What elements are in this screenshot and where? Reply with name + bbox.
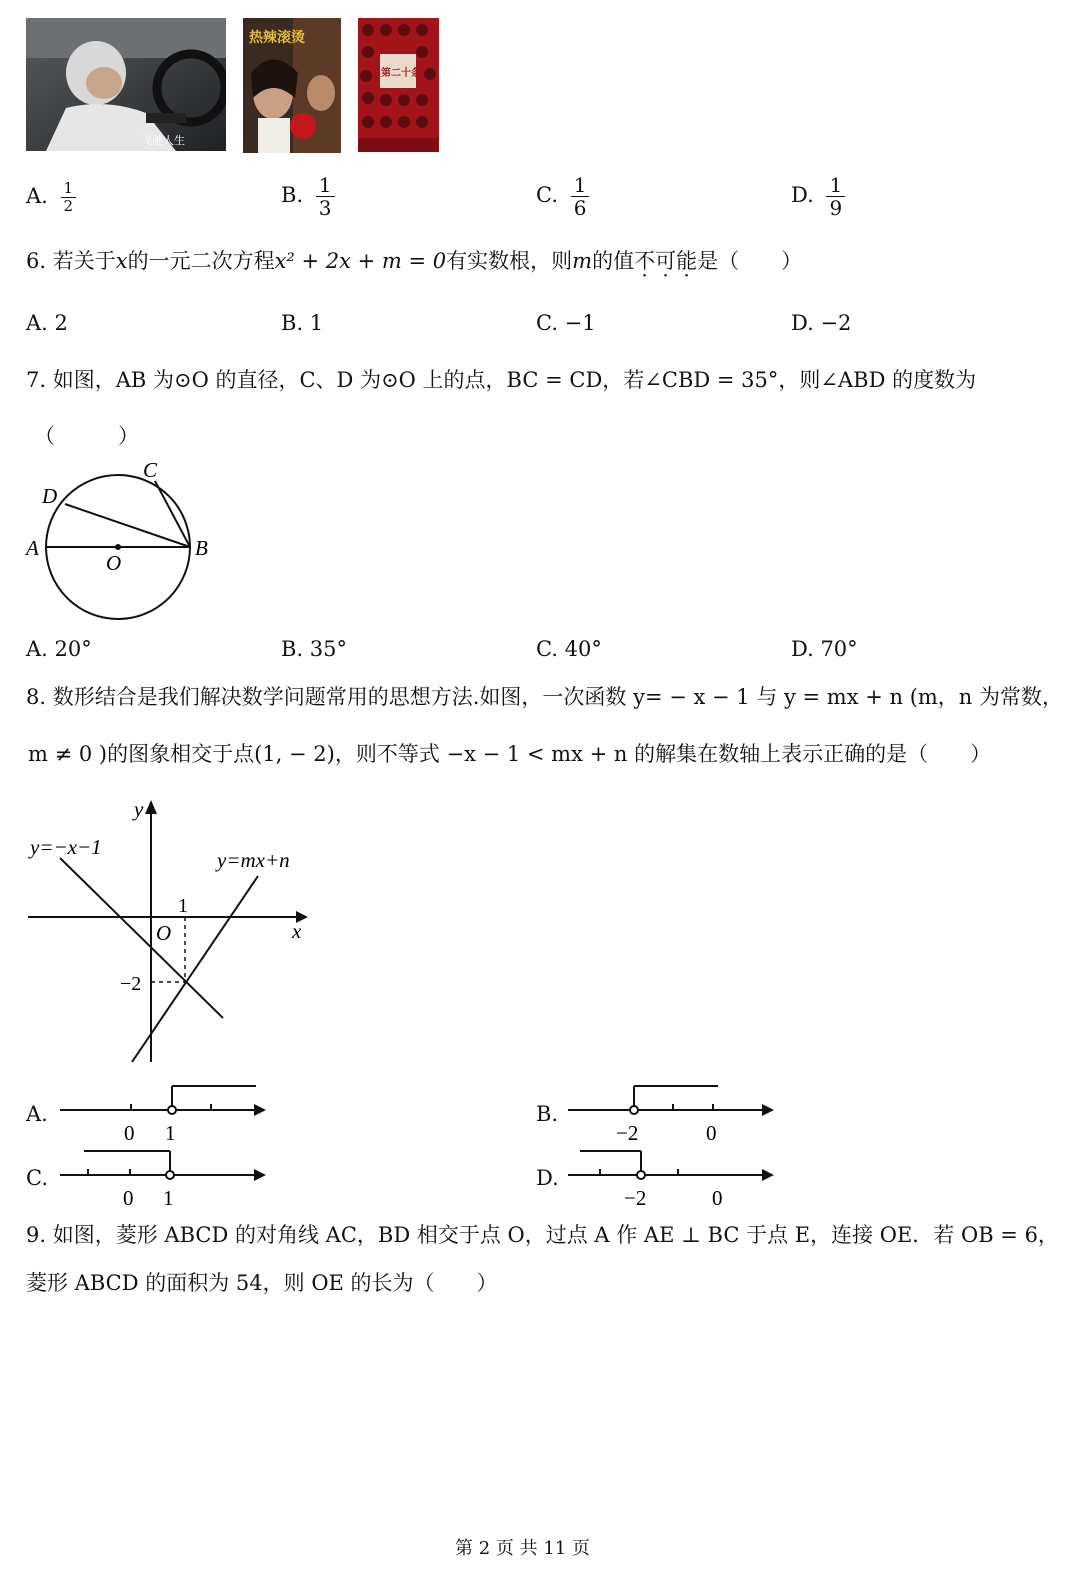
nl-label-right: 0 (706, 1121, 717, 1145)
q8-stem-line1: 8. 数形结合是我们解决数学问题常用的思想方法.如图，一次函数 y= − x − 1 与 y = mx + n (m，n 为常数， (26, 685, 1064, 709)
racing-poster-image (26, 18, 226, 151)
q7-circle-figure (20, 455, 220, 630)
q9-stem-line2: 菱形 ABCD 的面积为 54，则 OE 的长为（ ） (26, 1271, 498, 1295)
q6-option-d: D. −2 (791, 311, 852, 335)
q8-option-c-letter: C. (26, 1166, 48, 1190)
boxing-poster-image (243, 18, 341, 153)
label-a: A (26, 536, 39, 560)
nl-label-right: 1 (165, 1121, 176, 1145)
q7-option-a: A. 20° (26, 637, 92, 661)
q8-option-c-numberline (58, 1143, 273, 1213)
nl-label-left: 0 (123, 1186, 134, 1210)
q6-stem: 6. 若关于x的一元二次方程x² + 2x + m = 0有实数根，则m的值不可能是（ ） (26, 249, 803, 273)
nl-label-right: 0 (712, 1186, 723, 1210)
q6-equation: x² + 2x + m = 0 (274, 249, 447, 273)
fraction: $\frac{1}{6}$ (571, 174, 590, 219)
emphasis-char: 不 (634, 249, 656, 273)
q8-option-a-numberline (58, 1078, 273, 1148)
q7-option-c: C. 40° (536, 637, 602, 661)
q6-option-b: B. 1 (281, 311, 324, 335)
line2-label: y=mx+n (217, 848, 290, 872)
label-o: O (106, 551, 122, 575)
line1-label: y=−x−1 (30, 835, 102, 859)
emphasis-char: 能 (676, 249, 698, 273)
label-b: B (195, 536, 208, 560)
q9-stem-line1: 9. 如图，菱形 ABCD 的对角线 AC，BD 相交于点 O，过点 A 作 AE ⊥ BC 于点 E，连接 OE．若 OB = 6， (26, 1223, 1059, 1247)
collage-poster-caption: 第二十条 (381, 68, 421, 79)
q6-option-a: A. 2 (26, 311, 68, 335)
q8-option-d-letter: D. (536, 1166, 559, 1190)
boxing-poster-caption: 热辣滚烫 (249, 31, 305, 46)
nl-label-left: −2 (616, 1121, 639, 1145)
q8-option-d-numberline (566, 1143, 781, 1213)
fraction: $\frac{1}{3}$ (316, 174, 335, 219)
q8-option-b-numberline (566, 1078, 781, 1148)
tick-y-neg2: −2 (120, 973, 142, 995)
q5-option-b: B. $\frac{1}{3}$ (281, 174, 335, 219)
fraction: $\frac{1}{2}$ (61, 180, 77, 215)
q5-option-a: A. $\frac{1}{2}$ (26, 180, 76, 215)
q8-graph (20, 790, 320, 1065)
q8-option-b-letter: B. (536, 1102, 559, 1126)
q8-stem-line2: m ≠ 0 )的图象相交于点(1, − 2)，则不等式 −x − 1 < mx + n 的解集在数轴上表示正确的是（ ） (28, 742, 992, 766)
nl-label-left: −2 (624, 1186, 647, 1210)
q8-option-a-letter: A. (26, 1102, 48, 1126)
q5-option-c: C. $\frac{1}{6}$ (536, 174, 589, 219)
q7-stem-line2: （ ） (34, 424, 139, 448)
racing-poster-caption: 飞驰人生 (141, 135, 185, 147)
label-d: D (42, 484, 58, 508)
q7-option-b: B. 35° (281, 637, 348, 661)
nl-label-left: 0 (124, 1121, 135, 1145)
q7-stem-line1: 7. 如图，AB 为⊙O 的直径，C、D 为⊙O 上的点，BC = CD，若∠CBD = 35°，则∠ABD 的度数为 (26, 368, 977, 392)
nl-label-right: 1 (163, 1186, 174, 1210)
q7-option-d: D. 70° (791, 637, 858, 661)
collage-poster-image (358, 18, 439, 152)
page-footer: 第 2 页 共 11 页 (455, 1538, 590, 1559)
q5-option-d: D. $\frac{1}{9}$ (791, 174, 845, 219)
y-axis-label: y (134, 797, 144, 821)
x-axis-label: x (292, 919, 302, 943)
fraction: $\frac{1}{9}$ (826, 174, 845, 219)
q6-option-c: C. −1 (536, 311, 596, 335)
origin-label: O (156, 921, 172, 945)
emphasis-char: 可 (655, 249, 677, 273)
label-c: C (143, 458, 158, 482)
tick-x-1: 1 (178, 895, 188, 917)
